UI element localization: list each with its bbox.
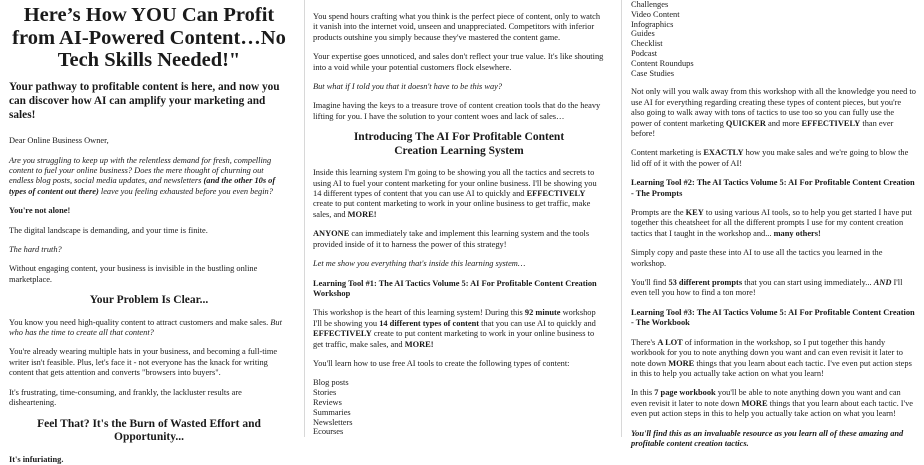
free-tools-text: You'll learn how to use free AI tools to create the following types of content: — [313, 358, 570, 368]
list-item: Content Roundups — [631, 58, 694, 68]
content-types-list-continued — [631, 0, 916, 78]
list-item: Case Studies — [631, 68, 675, 78]
headline: Here’s How YOU Can Profit from AI-Powered Content…No Tech Skills Needed!" — [12, 4, 286, 71]
workbook-intro-text: There's A LOT of information in the workshop, so I put together this handy workbook for you to note anything down you want and can even revisit it later to note down MORE things that you learn about each tactic. I've even put action steps in this to help you actually take action on what you learn! — [631, 337, 912, 378]
greeting: Dear Online Business Owner, — [9, 136, 109, 146]
burn-heading: Feel That? It's the Burn of Wasted Effort and Opportunity... — [37, 417, 261, 444]
multiple-hats-text: You're already wearing multiple hats in your business, and becoming a full-time writer isn't feasible. Plus, let's face it - not everyone has the knack for writing content that gets attention and converts "browsers into buyers". — [9, 347, 278, 378]
walk-away-text: Not only will you walk away from this workshop with all the knowledge you need to use AI for everything regarding creating these types of content pieces, but you're also going to walk away with tons of tactics to use too so you can fully use the power of content marketing QUICKER and more EFFECTIVELY than ever before! — [631, 87, 916, 138]
prompt-count-text: You'll find 53 different prompts that you can start using immediately... AND I'll even tell you how to find a ton more! — [631, 278, 903, 298]
column-middle — [297, 0, 615, 437]
copy-paste-text: Simply copy and paste these into AI to use all the tactics you learned in the workshop. — [631, 248, 883, 268]
need-content-text: You know you need high-quality content to attract customers and make sales. But who has the time to create all that content? — [9, 317, 282, 338]
not-alone-text: You're not alone! — [9, 206, 71, 216]
list-item: Podcast — [631, 48, 658, 58]
invisible-text: Without engaging content, your business is invisible in the bustling online marketplace. — [9, 264, 258, 284]
learning-tool-2-heading: Learning Tool #2: The AI Tactics Volume 5: AI For Profitable Content Creation - The Prompts — [631, 178, 915, 198]
imagine-text: Imagine having the keys to a treasure trove of content creation tools that do the heavy lifting for you. I have the solution to your content woes and lack of sales… — [313, 101, 601, 121]
list-item: Blog posts — [313, 378, 349, 388]
invaluable-resource-text: You'll find this as an invaluable resource as you learn all of these amazing and profitable content creation tactics. — [631, 428, 904, 448]
column-left — [0, 0, 297, 464]
infuriating-text: It's infuriating. — [9, 454, 64, 464]
exactly-text: Content marketing is EXACTLY how you make sales and we're going to blow the lid off of it with the power of AI! — [631, 148, 909, 168]
problem-heading: Your Problem Is Clear... — [89, 294, 209, 307]
subheadline: Your pathway to profitable content is here, and now you can discover how AI can amplify your marketing and sales! — [9, 80, 280, 121]
list-item: Checklist — [631, 39, 663, 49]
list-item: Newsletters — [313, 417, 353, 427]
list-item: Infographics — [631, 19, 674, 29]
list-item: Stories — [313, 388, 337, 398]
expertise-text: Your expertise goes unnoticed, and sales don't reflect your true value. It's like shouting into a void while your potential customers flock elsewhere. — [313, 52, 604, 72]
struggle-paragraph: Are you struggling to keep up with the relentless demand for fresh, compelling content to fuel your online business? Does the mere thought of churning out endless blog posts, social media updates, and newsletters (and the other 10s of types of content out there) leave you feeling exhausted before you even begin? — [9, 155, 276, 196]
workbook-pages-text: In this 7 page workbook you'll be able to note anything down you want and can even revisit it later to note down MORE things that you learn about each tactic. I've even put action steps in this to help you actually take action on what you learn! — [631, 388, 914, 419]
what-if-text: But what if I told you that it doesn't have to be this way? — [313, 82, 503, 92]
hard-truth-text: The hard truth? — [9, 244, 62, 254]
prompts-text: Prompts are the KEY to using various AI tools, so to help you get started I have put together this cheatsheet for all the different prompts I use for my content creation tactics that I taught in the workshop and... many others! — [631, 208, 913, 238]
learning-tool-1-heading: Learning Tool #1: The AI Tactics Volume 5: AI For Profitable Content Creation Workshop — [313, 278, 597, 298]
hours-crafting-text: You spend hours crafting what you think is the perfect piece of content, only to watch it vanish into the internet void, unseen and unappreciated. Competitors with inferior products outshine you simply because they've mastered the content game. — [313, 12, 601, 42]
list-item: Reviews — [313, 397, 342, 407]
list-item: Challenges — [631, 0, 669, 9]
column-right — [615, 0, 924, 448]
list-item: Ecourses — [313, 427, 344, 437]
list-item: Video Content — [631, 9, 680, 19]
inside-system-text: Inside this learning system I'm going to be showing you all the tactics and secrets to using AI to fuel your content marketing for your online business. I'll be showing you 14 different types of content that you can use AI to quickly and EFFECTIVELY create to put content marketing to work in your online business to get traffic, make sales, and MORE! — [313, 168, 597, 219]
list-item: Guides — [631, 29, 655, 39]
list-item: Summaries — [313, 407, 351, 417]
anyone-text: ANYONE can immediately take and implement this learning system and the tools provided inside of it to harness the power of this strategy! — [313, 229, 590, 249]
workshop-text: This workshop is the heart of this learning system! During this 92 minute workshop I'll be showing you 14 different types of content that you can use AI to quickly and EFFECTIVELY create to put content marketing to work in your online business to get traffic, make sales, and MORE! — [313, 308, 596, 349]
introducing-heading: Introducing The AI For Profitable Content Creation Learning System — [353, 131, 565, 157]
content-types-list — [313, 378, 605, 437]
landscape-text: The digital landscape is demanding, and your time is finite. — [9, 225, 208, 235]
learning-tool-3-heading: Learning Tool #3: The AI Tactics Volume 5: AI For Profitable Content Creation - The Workbook — [631, 307, 915, 328]
let-me-show-text: Let me show you everything that's inside this learning system… — [313, 259, 526, 269]
frustrating-text: It's frustrating, time-consuming, and frankly, the lackluster results are disheartening. — [9, 387, 242, 408]
